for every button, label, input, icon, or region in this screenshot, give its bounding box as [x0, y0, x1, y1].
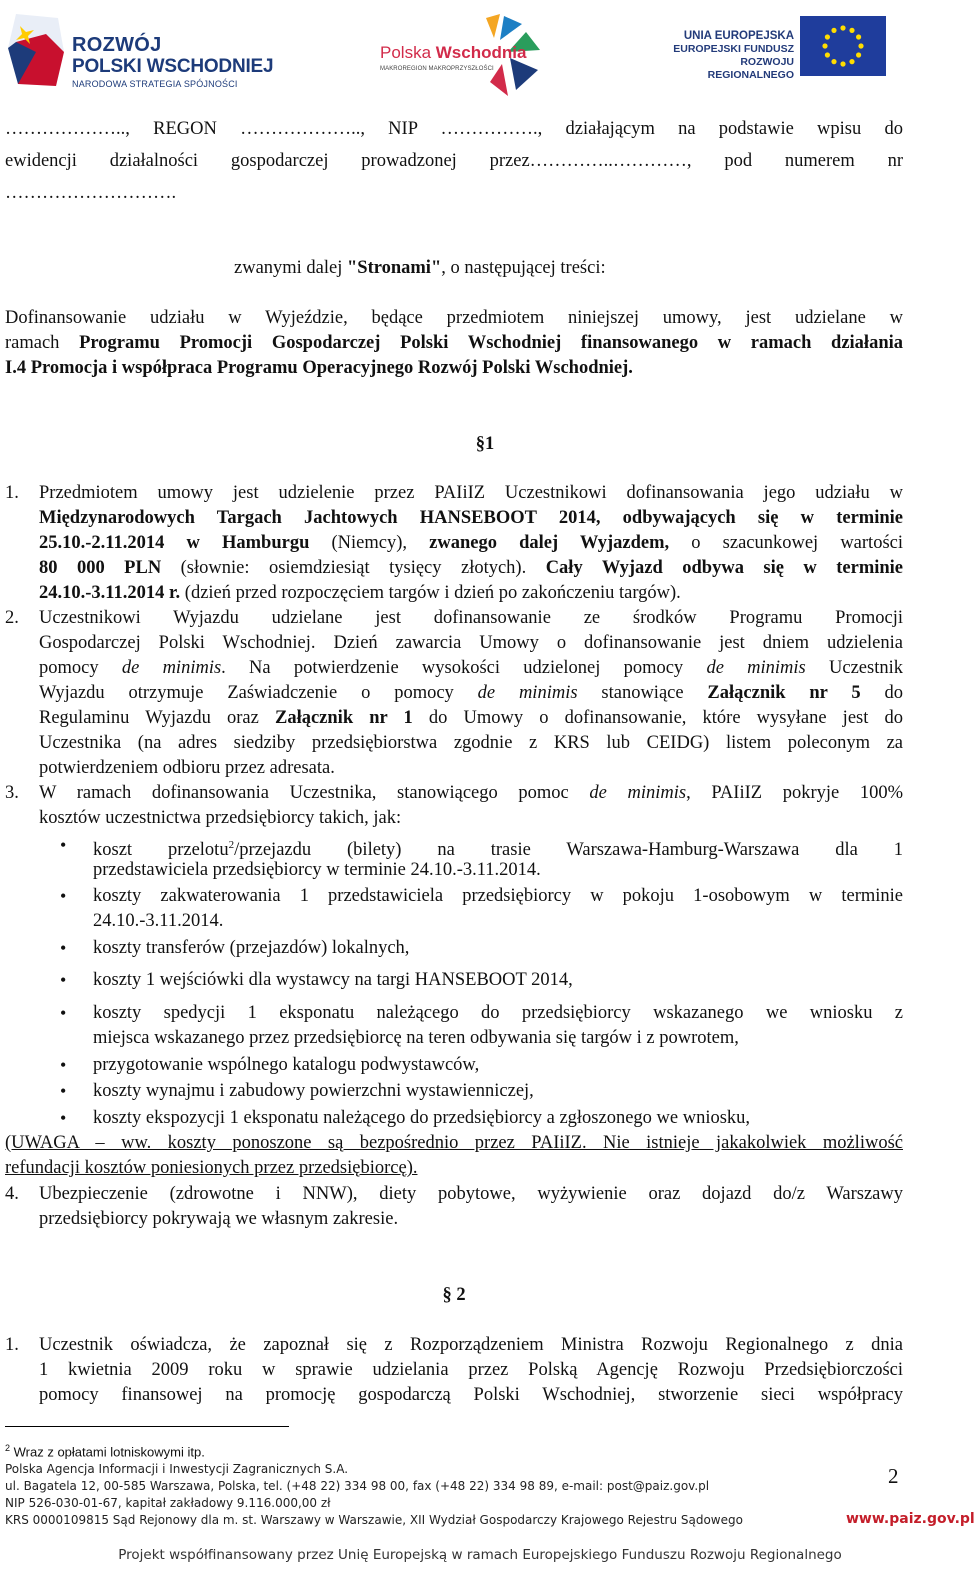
s1-item2-line-1: Uczestnikowi Wyjazdu udzielane jest dofinansowanie ze środków Programu Promocji: [39, 608, 903, 628]
s1-item2-line-5: Regulaminu Wyjazdu oraz Załącznik nr 1 do Umowy o dofinansowanie, które wysyłane jest do: [39, 708, 903, 728]
s1-item1-line-4: 80 000 PLN (słownie: osiemdziesiąt tysięcy złotych). Cały Wyjazd odbywa się w terminie: [39, 558, 904, 578]
bullet-icon: •: [60, 1081, 67, 1101]
s2-item1-number: 1.: [5, 1335, 19, 1355]
intro-paragraph-line-1: Dofinansowanie udziału w Wyjeździe, będące przedmiotem niniejszej umowy, jest udzielane w: [5, 308, 903, 328]
s1-item2-number: 2.: [5, 608, 19, 628]
intro-paragraph-line-3: I.4 Promocja i współpraca Programu Operacyjnego Rozwój Polski Wschodniej.: [5, 358, 633, 378]
s1-item2-line-2: Gospodarczej Polski Wschodniej. Dzień zawarcia Umowy o dofinansowanie jest dniem udzielenia: [39, 633, 903, 653]
s1-item1-line-3: 25.10.-2.11.2014 w Hamburgu (Niemcy), zwanego dalej Wyjazdem, o szacunkowej wartości: [39, 533, 903, 553]
cost-item-8: koszty ekspozycji 1 eksponatu należącego do przedsiębiorcy a zgłoszonego we wniosku,: [93, 1108, 751, 1128]
s1-item1-line-5: 24.10.-3.11.2014 r. (dzień przed rozpoczęciem targów i dzień po zakończeniu targów).: [39, 583, 681, 603]
eu-star-icon: [825, 34, 830, 39]
s1-item4-number: 4.: [5, 1184, 19, 1204]
bullet-icon: •: [60, 1055, 67, 1075]
logo-ue-line3: ROZWOJU REGIONALNEGO: [707, 56, 794, 81]
stronami-line: zwanymi dalej "Stronami", o następującej treści:: [234, 258, 606, 278]
bullet-icon: •: [60, 938, 67, 958]
footer-krs: KRS 0000109815 Sąd Rejonowy dla m. st. Warszawy w Warszawie, XII Wydział Gospodarczy Krajowego Rejestru Sądowego: [5, 1513, 743, 1527]
footer-address: ul. Bagatela 12, 00-585 Warszawa, Polska, tel. (+48 22) 334 98 00, fax (+48 22) 334 98 89, e-mail: post@paiz.gov.pl: [5, 1479, 710, 1493]
footnote: $^2$ Wraz z opłatami lotniskowymi itp.: [5, 1443, 205, 1460]
eu-flag-icon: [800, 16, 886, 76]
eu-star-icon: [840, 61, 845, 66]
logo-rozwoj-line1: ROZWÓJ: [72, 34, 162, 56]
s2-item1-line-2: 1 kwietnia 2009 roku w sprawie udzielania przez Polską Agencję Rozwoju Przedsiębiorczości: [39, 1360, 903, 1380]
logo-rozwoj-polski-wschodniej: [6, 12, 296, 92]
s1-item2-line-7: potwierdzeniem odbioru przez adresata.: [39, 758, 335, 778]
logo-pw-line2: MAKROREGION MAKROPRZYSZŁOŚCI: [380, 66, 494, 72]
cost-item-1-line-1: koszt przelotu$^2$/przejazdu (bilety) na trasie Warszawa-Hamburg-Warszawa dla 1: [93, 839, 903, 861]
footnote-separator: [5, 1426, 289, 1427]
s1-item4-line-1: Ubezpieczenie (zdrowotne i NNW), diety pobytowe, wyżywienie oraz dojazd do/z Warszawy: [39, 1184, 903, 1204]
eu-star-icon: [822, 43, 827, 48]
cost-item-5-line-2: miejsca wskazanego przez przedsiębiorcę na teren odbywania się targów i z powrotem,: [93, 1028, 739, 1048]
s1-item2-line-3: pomocy de minimis. Na potwierdzenie wysokości udzielonej pomocy de minimis Uczestnik: [39, 658, 903, 678]
s1-item3-line-2: kosztów uczestnictwa przedsiębiorcy takich, jak:: [39, 808, 402, 828]
intro-line-1: ……………….., REGON ……………….., NIP ……………., działającym na podstawie wpisu do: [5, 119, 903, 139]
section2-heading: § 2: [442, 1285, 466, 1305]
cost-item-2-line-1: koszty zakwaterowania 1 przedstawiciela przedsiębiorcy w pokoju 1-osobowym w terminie: [93, 886, 903, 906]
paiz-website-link[interactable]: www.paiz.gov.pl: [846, 1511, 975, 1527]
logo-rozwoj-line2: POLSKI WSCHODNIEJ: [72, 56, 274, 77]
bullet-icon: •: [60, 970, 67, 990]
poland-map-flag-icon: [6, 12, 68, 90]
logo-pw-line1: Polska Wschodnia: [380, 43, 527, 62]
logo-unia-europejska: [652, 16, 892, 82]
eu-star-icon: [858, 43, 863, 48]
s1-item1-line-2: Międzynarodowych Targach Jachtowych HANSEBOOT 2014, odbywających się w terminie: [39, 508, 903, 528]
logo-polska-wschodnia: [376, 12, 556, 97]
eu-cofinancing-note: Projekt współfinansowany przez Unię Europejską w ramach Europejskiego Funduszu Rozwoju Regionalnego: [118, 1547, 842, 1563]
eu-star-icon: [840, 25, 845, 30]
cost-item-7: koszty wynajmu i zabudowy powierzchni wystawienniczej,: [93, 1081, 534, 1101]
cost-item-3: koszty transferów (przejazdów) lokalnych,: [93, 938, 410, 958]
intro-line-3: ……………………….: [5, 183, 177, 203]
cost-item-1-line-2: przedstawiciela przedsiębiorcy w terminie 24.10.-3.11.2014.: [93, 860, 541, 880]
bullet-icon: •: [60, 886, 67, 906]
s1-item2-line-6: Uczestnika (na adres siedziby przedsiębiorstwa zgodnie z KRS lub CEIDG) listem poleconym za: [39, 733, 903, 753]
eu-star-icon: [825, 52, 830, 57]
uwaga-note-line-1: (UWAGA – ww. koszty ponoszone są bezpośrednio przez PAIiIZ. Nie istnieje jakakolwiek możliwość: [5, 1133, 903, 1153]
s1-item2-line-4: Wyjazdu otrzymuje Zaświadczenie o pomocy de minimis stanowiące Załącznik nr 5 do: [39, 683, 903, 703]
eu-star-icon: [831, 28, 836, 33]
intro-paragraph-line-2: ramach Programu Promocji Gospodarczej Polski Wschodniej finansowanego w ramach działania: [5, 333, 903, 353]
footer-nip: NIP 526-030-01-67, kapitał zakładowy 9.116.000,00 zł: [5, 1496, 331, 1510]
logo-rozwoj-line3: NARODOWA STRATEGIA SPÓJNOŚCI: [72, 79, 238, 89]
intro-line-2: ewidencji działalności gospodarczej prowadzonej przez…………..…………, pod numerem nr: [5, 151, 903, 171]
cost-item-6: przygotowanie wspólnego katalogu podwystawców,: [93, 1055, 480, 1075]
s1-item1-line-1: Przedmiotem umowy jest udzielenie przez PAIiIZ Uczestnikowi dofinansowania jego udziału w: [39, 483, 903, 503]
footer-org: Polska Agencja Informacji i Inwestycji Zagranicznych S.A.: [5, 1462, 349, 1476]
s1-item4-line-2: przedsiębiorcy pokrywają we własnym zakresie.: [39, 1209, 399, 1229]
cost-item-2-line-2: 24.10.-3.11.2014.: [93, 911, 224, 931]
eu-star-icon: [849, 59, 854, 64]
s1-item3-number: 3.: [5, 783, 19, 803]
eu-star-icon: [831, 59, 836, 64]
uwaga-note-line-2: refundacji kosztów poniesionych przez przedsiębiorcę).: [5, 1158, 418, 1178]
s1-item1-number: 1.: [5, 483, 19, 503]
s2-item1-line-1: Uczestnik oświadcza, że zapoznał się z Rozporządzeniem Ministra Rozwoju Regionalnego z dnia: [39, 1335, 903, 1355]
logo-ue-line1: UNIA EUROPEJSKA: [683, 30, 794, 42]
s1-item3-line-1: W ramach dofinansowania Uczestnika, stanowiącego pomoc de minimis, PAIiIZ pokryje 100%: [39, 783, 904, 803]
page-number: 2: [888, 1464, 899, 1488]
bullet-icon: •: [60, 1003, 67, 1023]
eu-star-icon: [856, 34, 861, 39]
s2-item1-line-3: pomocy finansowej na promocję gospodarczą Polski Wschodniej, stworzenie sieci współpracy: [39, 1385, 903, 1405]
cost-item-4: koszty 1 wejściówki dla wystawcy na targi HANSEBOOT 2014,: [93, 970, 573, 990]
bullet-icon: •: [60, 1108, 67, 1128]
eu-star-icon: [856, 52, 861, 57]
bullet-icon: •: [60, 835, 67, 855]
logo-ue-line2: EUROPEJSKI FUNDUSZ: [673, 43, 794, 55]
cost-item-5-line-1: koszty spedycji 1 eksponatu należącego do przedsiębiorcy wskazanego we wniosku z: [93, 1003, 903, 1023]
eu-star-icon: [849, 28, 854, 33]
section1-heading: §1: [475, 434, 495, 454]
